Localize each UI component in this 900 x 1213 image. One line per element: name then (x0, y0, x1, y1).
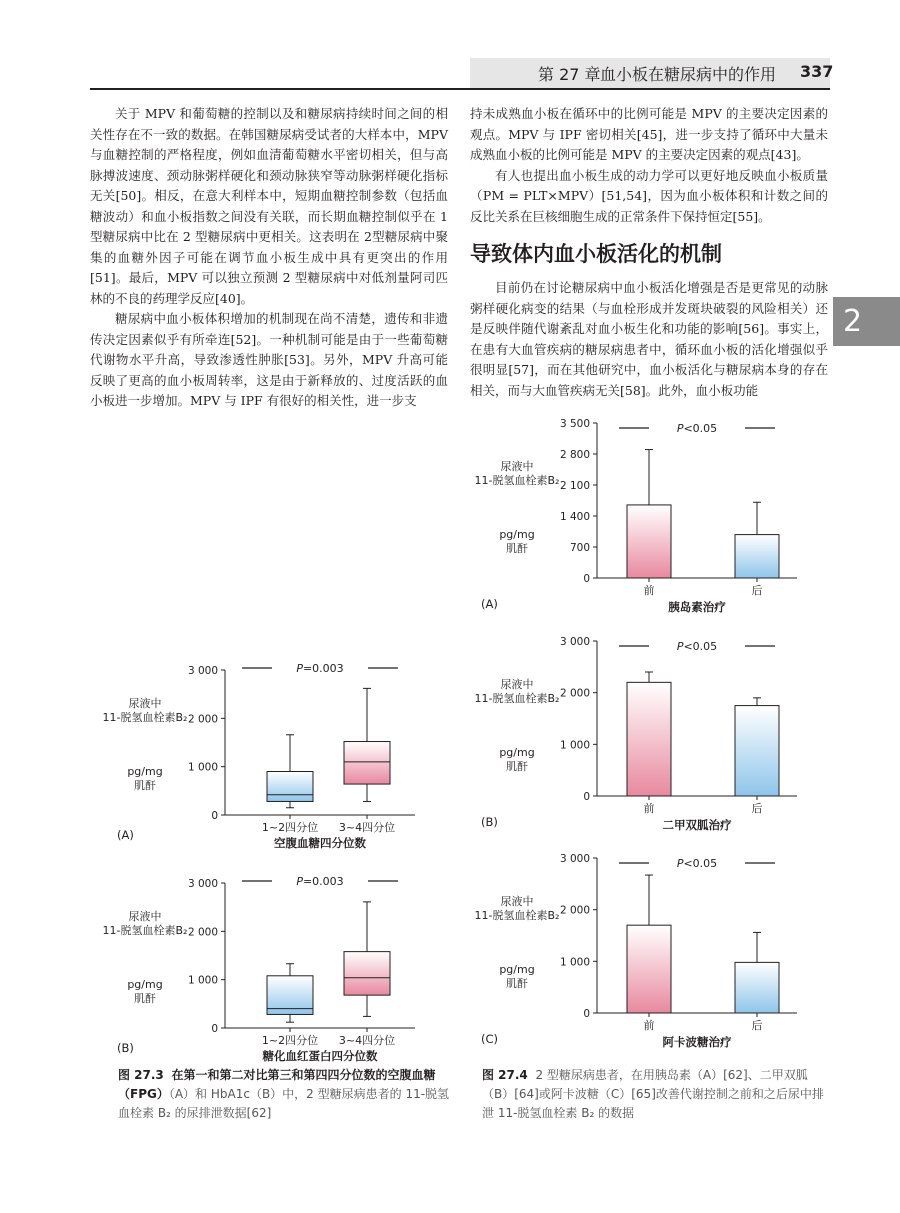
p-value-label: P<0.05 (676, 422, 718, 435)
right-column-bottom (470, 278, 828, 401)
x-axis-title: 二甲双胍治疗 (662, 818, 732, 832)
x-tick-label: 后 (751, 802, 763, 815)
p-value-label: P=0.003 (296, 662, 344, 675)
figure-27-3-caption-bold: 在第一和第二对比第三和第四四分位数的空腹血糖（FPG） (118, 1068, 436, 1101)
right-paragraph-1: 持未成熟血小板在循环中的比例可能是 MPV 的主要决定因素的观点。MPV 与 IPF 密切相关[45]，进一步支持了循环中大量未成熟血小板的比例可能是 MPV 的主要决定因素的观点[43]。 (470, 106, 828, 162)
y-axis-label-line1: 尿液中 (500, 895, 534, 908)
y-tick-label: 1 000 (187, 761, 218, 774)
bar-2 (735, 535, 779, 578)
y-axis-label-line1: 尿液中 (128, 697, 162, 710)
bar-2 (735, 706, 779, 796)
box-2 (344, 952, 390, 996)
y-tick-label: 0 (211, 1023, 218, 1035)
y-tick-label: 3 000 (559, 853, 590, 865)
y-axis-unit-line2: 肌酐 (506, 977, 528, 990)
y-axis-label-line2: 11-脱氢血栓素B₂ (474, 474, 560, 487)
y-tick-label: 0 (583, 573, 590, 585)
y-tick-label: 2 000 (187, 926, 218, 939)
figure-27-3-caption-rest: （A）和 HbA1c（B）中，2 型糖尿病患者的 11-脱氢血栓素 B₂ 的尿排泄数据[62] (118, 1087, 450, 1120)
y-tick-label: 1 400 (559, 511, 590, 523)
x-tick-label: 3~4四分位 (338, 821, 396, 834)
figure-27-4a-chart (467, 410, 837, 625)
y-axis-unit-line1: pg/mg (499, 528, 535, 541)
panel-label: (A) (117, 828, 134, 842)
y-axis-unit-line2: 肌酐 (134, 779, 156, 792)
x-tick-label: 3~4四分位 (338, 1034, 396, 1047)
y-tick-label: 2 800 (559, 449, 590, 461)
figure-27-3b-chart (95, 858, 455, 1063)
x-tick-label: 后 (751, 584, 763, 597)
figure-27-4-caption-text: 2 型糖尿病患者，在用胰岛素（A）[62]、二甲双胍（B）[64]或阿卡波糖（C）[65]改善代谢控制之前和之后尿中排泄 11-脱氢血栓素 B₂ 的数据 (482, 1068, 824, 1120)
x-axis-title: 糖化血红蛋白四分位数 (262, 1049, 378, 1063)
y-tick-label: 3 500 (559, 418, 590, 430)
y-tick-label: 2 100 (559, 480, 590, 492)
y-tick-label: 0 (583, 1008, 590, 1020)
bar-1 (627, 682, 671, 796)
figure-27-4c-chart (467, 845, 837, 1055)
right-paragraph-3: 目前仍在讨论糖尿病中血小板活化增强是否是更常见的动脉粥样硬化病变的结果（与血栓形成并发斑块破裂的风险相关）还是反映伴随代谢紊乱对血小板生化和功能的影响[56]。事实上，在患有大血管疾病的糖尿病患者中，循环血小板的活化增强似乎很明显[57]，而在其他研究中，血小板活化与糖尿病本身的存在相关，而与大血管疾病无关[58]。此外，血小板功能 (470, 280, 828, 398)
panel-label: (B) (481, 815, 498, 829)
x-axis-title: 空腹血糖四分位数 (274, 836, 366, 850)
right-paragraph-2: 有人也提出血小板生成的动力学可以更好地反映血小板质量（PM = PLT×MPV）[51,54]，因为血小板体积和计数之间的反比关系在巨核细胞生成的正常条件下保持恒定[55]。 (470, 167, 828, 224)
bar-1 (627, 505, 671, 578)
p-value-label: P<0.05 (676, 857, 718, 870)
y-axis-label-line1: 尿液中 (500, 460, 534, 473)
section-tab: 2 (833, 297, 900, 346)
x-axis-title: 阿卡波糖治疗 (662, 1035, 732, 1049)
running-header-chapter: 第 27 章 (538, 65, 601, 84)
y-tick-label: 2 000 (559, 904, 590, 917)
left-column (90, 104, 448, 412)
x-tick-label: 1~2四分位 (261, 821, 319, 834)
y-tick-label: 3 000 (187, 878, 218, 890)
panel-label: (C) (481, 1032, 499, 1046)
x-tick-label: 前 (643, 1019, 655, 1032)
x-tick-label: 1~2四分位 (261, 1034, 319, 1047)
running-header-title: 血小板在糖尿病中的作用 (600, 65, 777, 84)
section-heading: 导致体内血小板活化的机制 (470, 242, 722, 266)
y-axis-unit-line2: 肌酐 (134, 992, 156, 1005)
figure-27-3-label: 图 27.3 (118, 1068, 164, 1082)
figure-27-3-caption (118, 1066, 454, 1123)
y-tick-label: 3 000 (559, 636, 590, 648)
y-axis-label-line2: 11-脱氢血栓素B₂ (474, 692, 560, 705)
panel-label: (B) (117, 1041, 134, 1055)
box-2 (344, 742, 390, 785)
p-value-label: P<0.05 (676, 640, 718, 653)
x-axis-title: 胰岛素治疗 (668, 600, 726, 614)
y-tick-label: 3 000 (187, 665, 218, 677)
p-value-label: P=0.003 (296, 875, 344, 888)
y-tick-label: 1 000 (187, 974, 218, 987)
y-axis-label-line1: 尿液中 (128, 910, 162, 923)
y-tick-label: 0 (211, 810, 218, 822)
y-axis-label-line2: 11-脱氢血栓素B₂ (102, 924, 188, 937)
figure-27-4b-chart (467, 628, 837, 836)
y-tick-label: 1 000 (559, 739, 590, 752)
x-tick-label: 前 (643, 584, 655, 597)
y-axis-label-line2: 11-脱氢血栓素B₂ (474, 909, 560, 922)
y-tick-label: 1 000 (559, 956, 590, 969)
y-axis-unit-line1: pg/mg (499, 963, 535, 976)
figure-27-4-caption (482, 1066, 828, 1123)
right-column-top (470, 104, 828, 227)
y-axis-unit-line2: 肌酐 (506, 760, 528, 773)
y-axis-unit-line2: 肌酐 (506, 542, 528, 555)
y-axis-label-line2: 11-脱氢血栓素B₂ (102, 711, 188, 724)
x-tick-label: 前 (643, 802, 655, 815)
figure-27-3a-chart (95, 645, 455, 855)
panel-label: (A) (481, 597, 498, 611)
y-axis-unit-line1: pg/mg (127, 978, 163, 991)
bar-1 (627, 925, 671, 1013)
y-tick-label: 700 (569, 542, 590, 554)
y-tick-label: 2 000 (559, 687, 590, 700)
y-axis-unit-line1: pg/mg (499, 746, 535, 759)
y-axis-unit-line1: pg/mg (127, 765, 163, 778)
bar-2 (735, 962, 779, 1013)
y-axis-label-line1: 尿液中 (500, 678, 534, 691)
y-tick-label: 0 (583, 791, 590, 803)
left-paragraph-1: 关于 MPV 和葡萄糖的控制以及和糖尿病持续时间之间的相关性存在不一致的数据。在韩国糖尿病受试者的大样本中，MPV 与血糖控制的严格程度，例如血清葡萄糖水平密切相关，但与高脉搏波速度、颈动脉粥样硬化和颈动脉狭窄等动脉粥样硬化指标无关[50]。相反，在意大利样本中，短期血糖控制参数（包括血糖波动）和血小板指数之间没有关联，而长期血糖控制似乎在 1 型糖尿病中比在 2 型糖尿病中更相关。这表明在 2型糖尿病中聚集的血糖外因子可能在调节血小板生成中具有更突出的作用[51]。最后，MPV 可以独立预测 2 型糖尿病中对低剂量阿司匹林的不良的药理学反应[40]。 (90, 106, 448, 306)
box-1 (267, 772, 313, 802)
page-number: 337 (800, 62, 834, 81)
header-rule (90, 88, 830, 90)
figure-27-4-label: 图 27.4 (482, 1068, 528, 1082)
x-tick-label: 后 (751, 1019, 763, 1032)
y-tick-label: 2 000 (187, 713, 218, 726)
left-paragraph-2: 糖尿病中血小板体积增加的机制现在尚不清楚，遗传和非遗传决定因素似乎有所牵连[52]。一种机制可能是由于一些葡萄糖代谢物水平升高，导致渗透性肿胀[53]。另外，MPV 升高可能反映了更高的血小板周转率，这是由于新释放的、过度活跃的血小板进一步增加。MPV 与 IPF 有很好的相关性，进一步支 (90, 311, 448, 408)
